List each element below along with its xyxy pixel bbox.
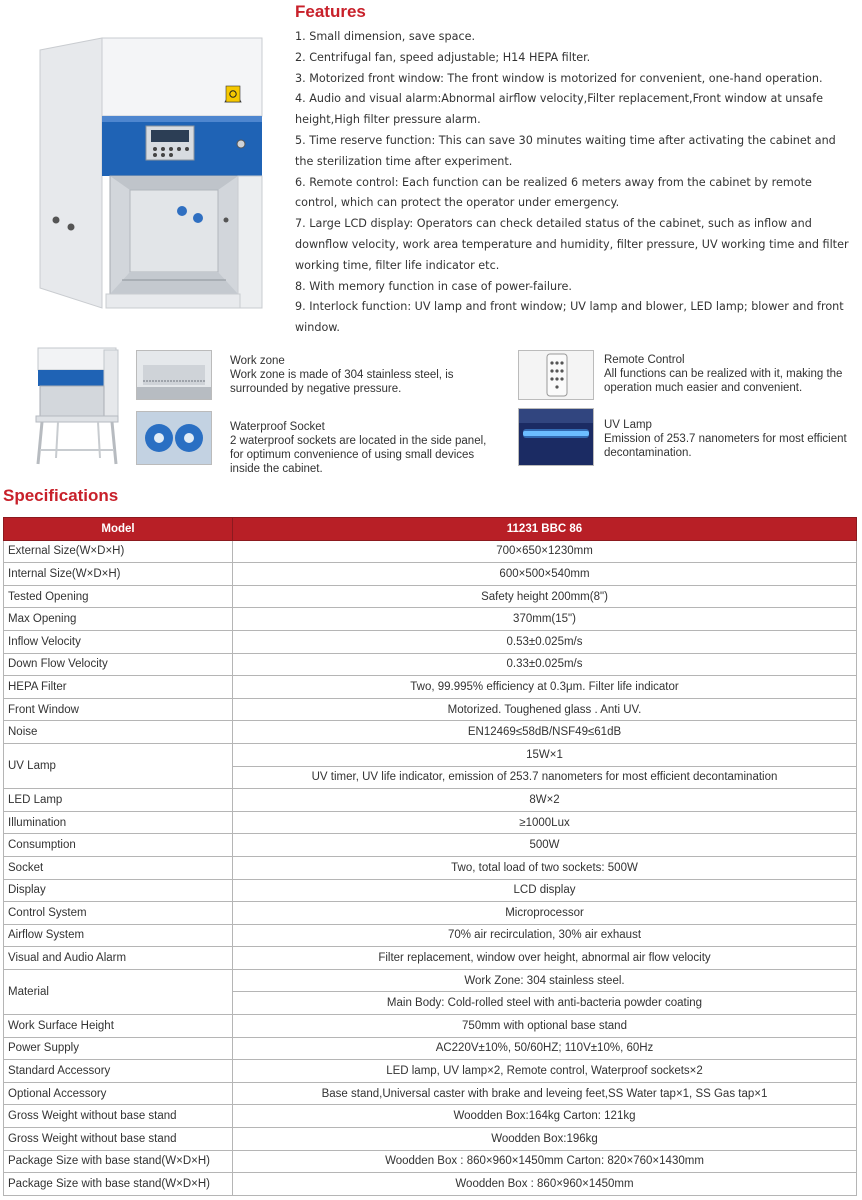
spec-value: 8W×2 — [233, 789, 857, 812]
features-list — [295, 27, 855, 339]
spec-label: Work Surface Height — [4, 1015, 233, 1038]
spec-value: Work Zone: 304 stainless steel. — [233, 969, 857, 992]
work-zone-title: Work zone — [230, 355, 285, 367]
spec-label: LED Lamp — [4, 789, 233, 812]
table-row — [4, 856, 857, 879]
remote-block — [604, 353, 856, 395]
spec-label: UV Lamp — [4, 743, 233, 788]
work-zone-desc: Work zone is made of 304 stainless steel, is surrounded by negative pressure. — [230, 369, 454, 395]
spec-value: Woodden Box : 860×960×1450mm — [233, 1173, 857, 1196]
waterproof-socket-image — [136, 411, 212, 465]
spec-value: 70% air recirculation, 30% air exhaust — [233, 924, 857, 947]
spec-value: AC220V±10%, 50/60HZ; 110V±10%, 60Hz — [233, 1037, 857, 1060]
uv-lamp-image — [518, 408, 594, 466]
spec-value: 0.53±0.025m/s — [233, 630, 857, 653]
spec-label: Max Opening — [4, 608, 233, 631]
feature-item: 8. With memory function in case of power-failure. — [295, 279, 572, 293]
table-row — [4, 1082, 857, 1105]
table-row — [4, 879, 857, 902]
table-row — [4, 924, 857, 947]
spec-label: Display — [4, 879, 233, 902]
spec-label: External Size(W×D×H) — [4, 540, 233, 563]
feature-item: 1. Small dimension, save space. — [295, 30, 476, 43]
socket-block — [230, 420, 490, 476]
table-row — [4, 653, 857, 676]
specifications-table — [3, 517, 857, 1196]
spec-value: 500W — [233, 834, 857, 857]
header-model: Model — [4, 518, 233, 541]
spec-value: Motorized. Toughened glass . Anti UV. — [233, 698, 857, 721]
spec-value: 600×500×540mm — [233, 563, 857, 586]
remote-desc: All functions can be realized with it, making the operation much easier and convenient. — [604, 368, 843, 394]
table-row — [4, 811, 857, 834]
feature-item: 7. Large LCD display: Operators can check detailed status of the cabinet, such as inflow and downflow velocity, work area temperature and humidity, filter pressure, UV working time and filter working time, filter life indicator etc. — [295, 217, 849, 272]
uv-title: UV Lamp — [604, 419, 652, 431]
table-row — [4, 563, 857, 586]
spec-value: Two, total load of two sockets: 500W — [233, 856, 857, 879]
table-row — [4, 1128, 857, 1151]
table-row — [4, 1060, 857, 1083]
spec-label: Inflow Velocity — [4, 630, 233, 653]
table-row — [4, 608, 857, 631]
spec-label: Standard Accessory — [4, 1060, 233, 1083]
table-row — [4, 676, 857, 699]
specifications-heading: Specifications — [3, 486, 119, 505]
table-row — [4, 902, 857, 925]
table-row — [4, 721, 857, 744]
spec-value: Filter replacement, window over height, abnormal air flow velocity — [233, 947, 857, 970]
spec-value: Woodden Box:164kg Carton: 121kg — [233, 1105, 857, 1128]
table-header-row — [4, 518, 857, 541]
cabinet-with-stand-image — [28, 346, 124, 468]
spec-value: Safety height 200mm(8") — [233, 585, 857, 608]
feature-item: 9. Interlock function: UV lamp and front window; UV lamp and blower, LED lamp; blower and front window. — [295, 300, 844, 335]
spec-value: 0.33±0.025m/s — [233, 653, 857, 676]
spec-value: 370mm(15") — [233, 608, 857, 631]
table-row — [4, 585, 857, 608]
spec-value: LED lamp, UV lamp×2, Remote control, Waterproof sockets×2 — [233, 1060, 857, 1083]
spec-value: Main Body: Cold-rolled steel with anti-bacteria powder coating — [233, 992, 857, 1015]
spec-label: Gross Weight without base stand — [4, 1128, 233, 1151]
spec-value: 750mm with optional base stand — [233, 1015, 857, 1038]
table-row — [4, 630, 857, 653]
spec-value: Woodden Box : 860×960×1450mm Carton: 820×760×1430mm — [233, 1150, 857, 1173]
spec-label: Airflow System — [4, 924, 233, 947]
table-row — [4, 789, 857, 812]
table-row — [4, 1105, 857, 1128]
table-row — [4, 1015, 857, 1038]
cabinet-product-image — [30, 30, 270, 310]
spec-value: 15W×1 — [233, 743, 857, 766]
table-row — [4, 1173, 857, 1196]
socket-desc: 2 waterproof sockets are located in the side panel, for optimum convenience of using small devices inside the cabinet. — [230, 435, 487, 475]
work-zone-block — [230, 354, 490, 396]
work-zone-image — [136, 350, 212, 400]
table-row — [4, 947, 857, 970]
remote-control-image — [518, 350, 594, 400]
spec-label: Gross Weight without base stand — [4, 1105, 233, 1128]
socket-title: Waterproof Socket — [230, 421, 325, 433]
spec-label: Material — [4, 969, 233, 1014]
spec-label: Optional Accessory — [4, 1082, 233, 1105]
feature-item: 5. Time reserve function: This can save 30 minutes waiting time after activating the cabinet and the sterilization time after experiment. — [295, 133, 836, 168]
table-row — [4, 540, 857, 563]
table-row — [4, 698, 857, 721]
spec-label: Down Flow Velocity — [4, 653, 233, 676]
spec-label: Package Size with base stand(W×D×H) — [4, 1173, 233, 1196]
table-row — [4, 1150, 857, 1173]
spec-value: ≥1000Lux — [233, 811, 857, 834]
spec-label: Internal Size(W×D×H) — [4, 563, 233, 586]
spec-value: Microprocessor — [233, 902, 857, 925]
spec-label: Consumption — [4, 834, 233, 857]
spec-value: LCD display — [233, 879, 857, 902]
spec-label: Illumination — [4, 811, 233, 834]
uv-block — [604, 418, 856, 460]
spec-value: UV timer, UV life indicator, emission of 253.7 nanometers for most efficient decontamination — [233, 766, 857, 789]
spec-value: 700×650×1230mm — [233, 540, 857, 563]
spec-value: EN12469≤58dB/NSF49≤61dB — [233, 721, 857, 744]
uv-desc: Emission of 253.7 nanometers for most efficient decontamination. — [604, 433, 847, 459]
spec-label: Tested Opening — [4, 585, 233, 608]
spec-label: Package Size with base stand(W×D×H) — [4, 1150, 233, 1173]
header-model-number: 11231 BBC 86 — [233, 518, 857, 541]
spec-value: Base stand,Universal caster with brake and leveing feet,SS Water tap×1, SS Gas tap×1 — [233, 1082, 857, 1105]
remote-title: Remote Control — [604, 354, 685, 366]
spec-label: Control System — [4, 902, 233, 925]
table-row — [4, 969, 857, 992]
feature-item: 2. Centrifugal fan, speed adjustable; H14 HEPA filter. — [295, 50, 591, 64]
spec-label: Front Window — [4, 698, 233, 721]
spec-value: Two, 99.995% efficiency at 0.3μm. Filter life indicator — [233, 676, 857, 699]
table-row — [4, 834, 857, 857]
table-row — [4, 1037, 857, 1060]
table-row — [4, 743, 857, 766]
feature-item: 4. Audio and visual alarm:Abnormal airflow velocity,Filter replacement,Front window at unsafe height,High filter pressure alarm. — [295, 92, 823, 127]
spec-label: Socket — [4, 856, 233, 879]
features-heading: Features — [295, 2, 366, 21]
spec-value: Woodden Box:196kg — [233, 1128, 857, 1151]
spec-label: Noise — [4, 721, 233, 744]
feature-item: 3. Motorized front window: The front window is motorized for convenient, one-hand operation. — [295, 71, 823, 85]
feature-item: 6. Remote control: Each function can be realized 6 meters away from the cabinet by remote control, which can protect the operator under emergency. — [295, 175, 812, 210]
spec-label: HEPA Filter — [4, 676, 233, 699]
spec-label: Visual and Audio Alarm — [4, 947, 233, 970]
spec-label: Power Supply — [4, 1037, 233, 1060]
